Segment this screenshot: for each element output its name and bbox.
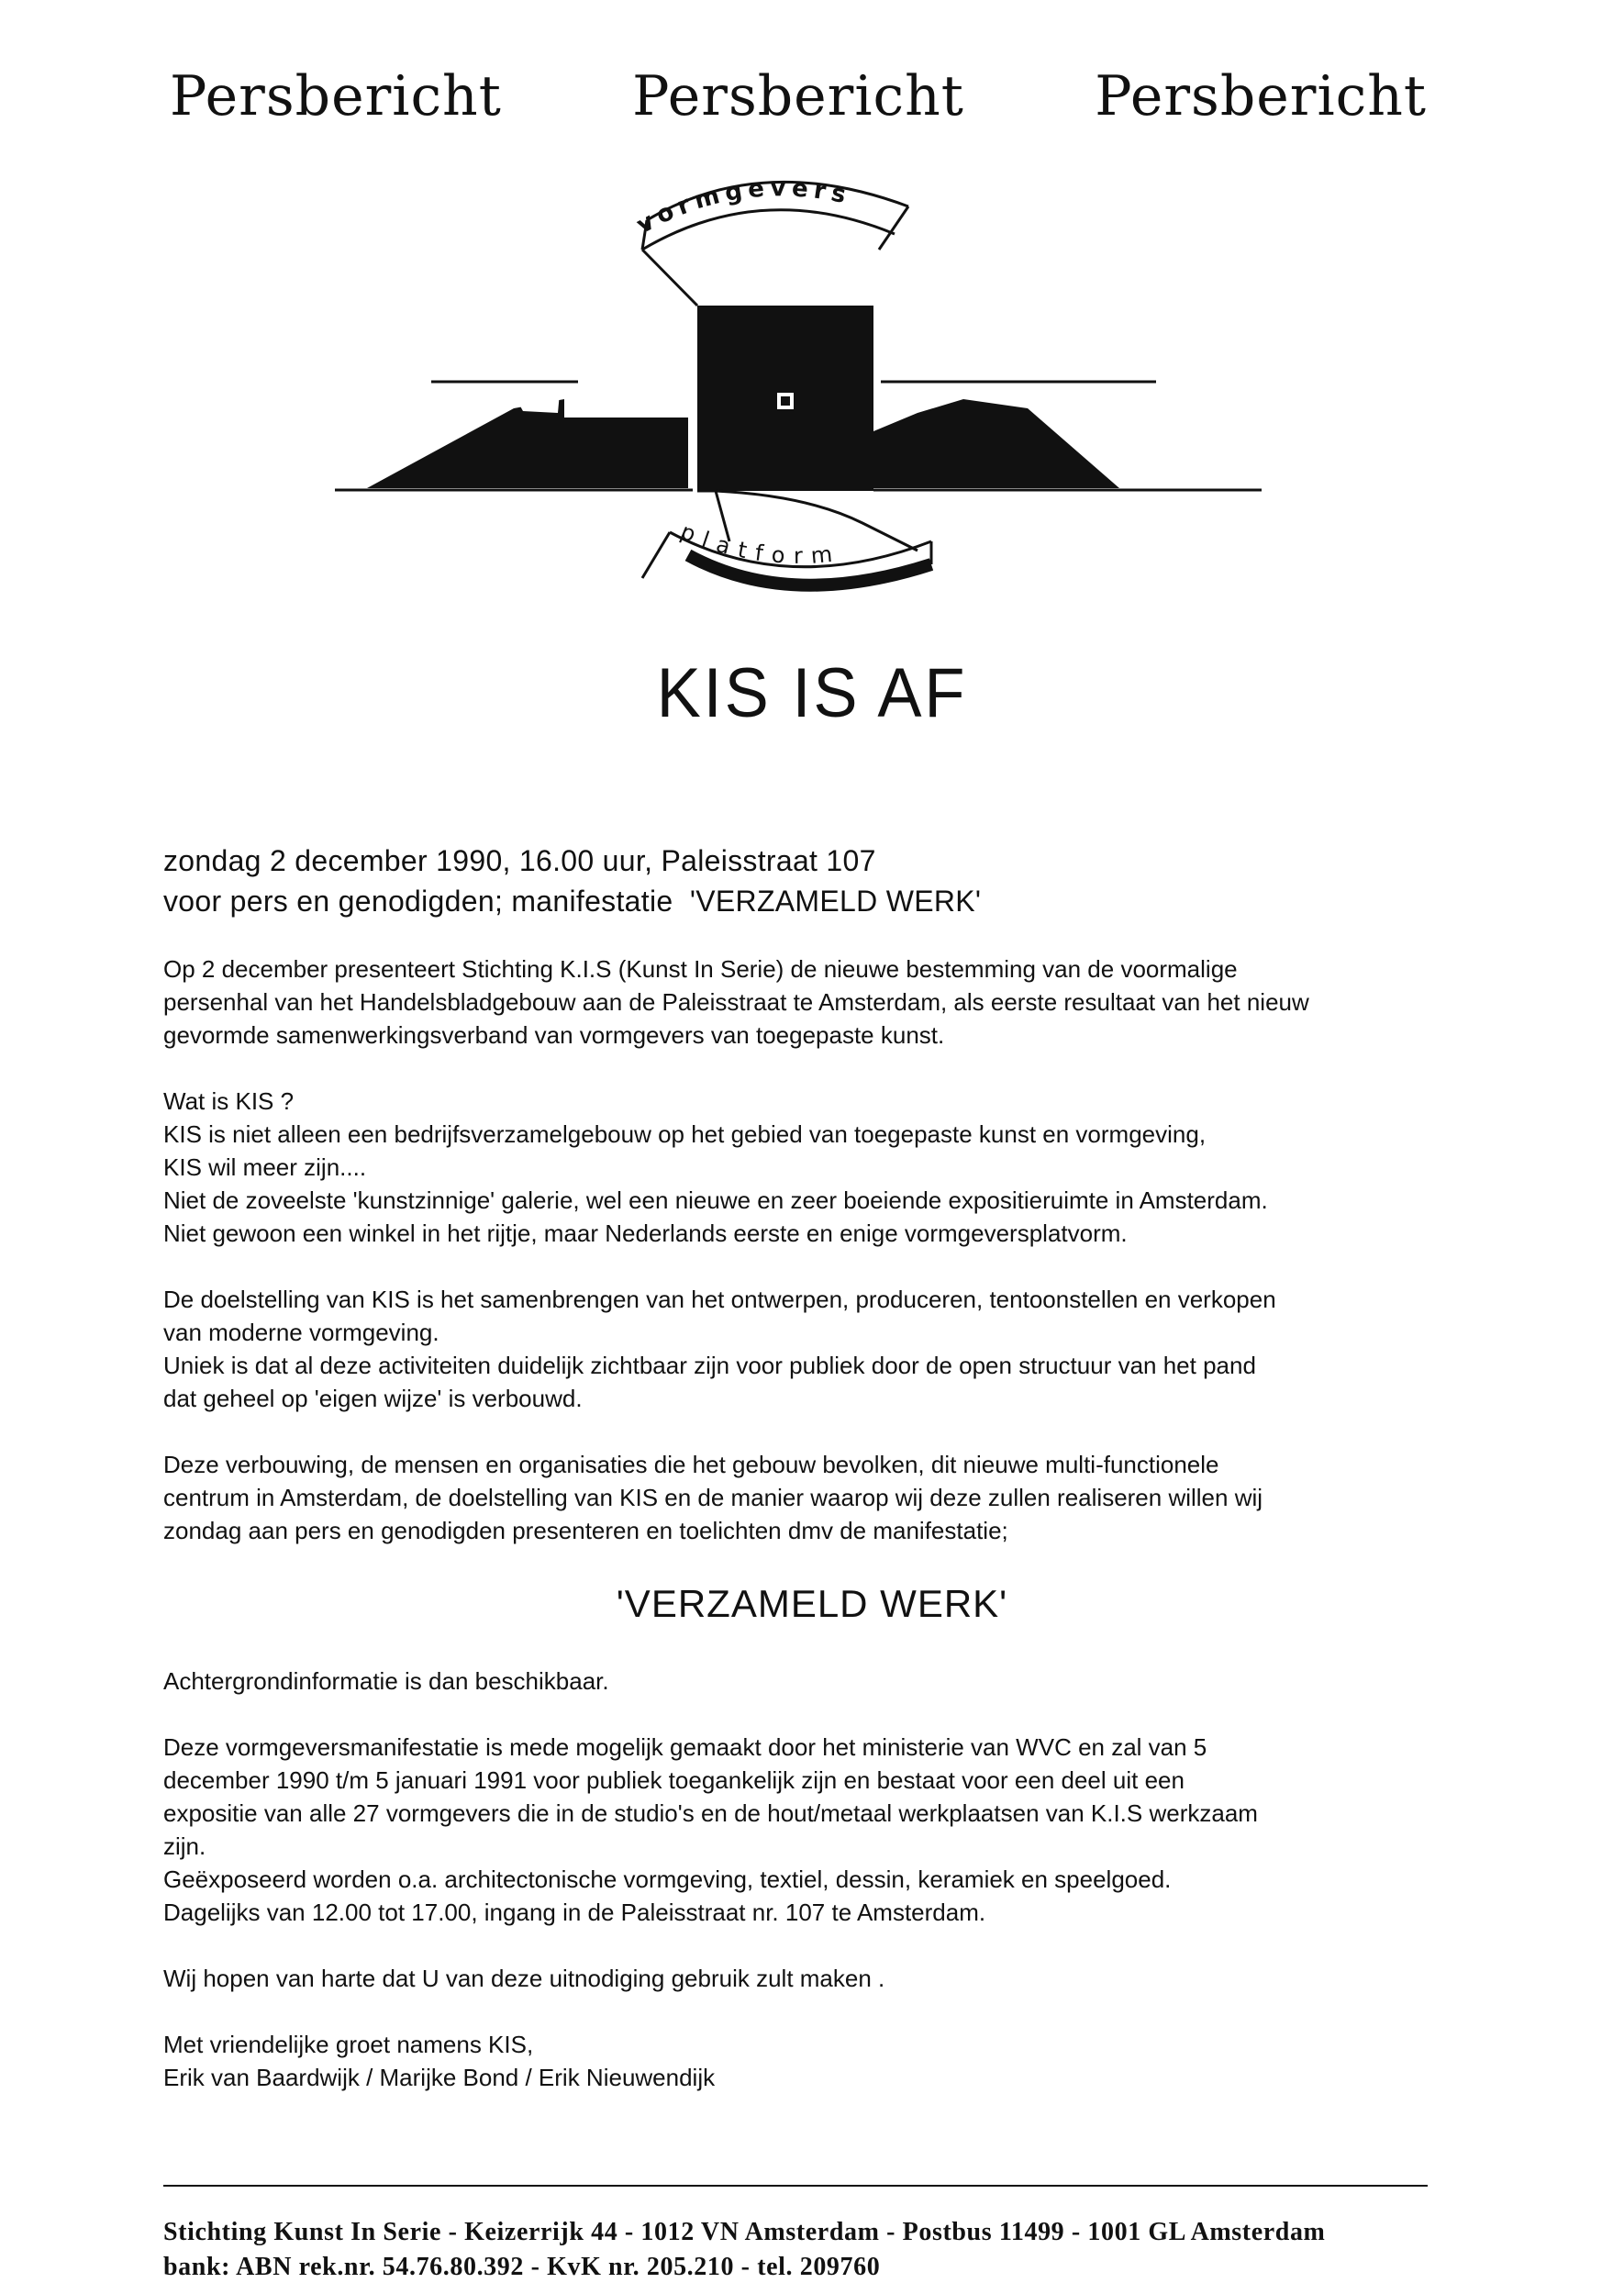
paragraph [163, 1283, 1429, 1415]
event-line: voor pers en genodigden; manifestatie 'VERZAMELD WERK' [163, 885, 982, 918]
paragraph-line: december 1990 t/m 5 januari 1991 voor publiek toegankelijk zijn en bestaat voor een deel uit een [163, 1766, 1185, 1794]
event-info [163, 841, 981, 921]
paragraph-line: persenhal van het Handelsbladgebouw aan de Paleisstraat te Amsterdam, als eerste resultaat van het nieuw [163, 988, 1309, 1016]
paragraph-line: KIS is niet alleen een bedrijfsverzamelgebouw op het gebied van toegepaste kunst en vormgeving, [163, 1120, 1207, 1148]
event-line: zondag 2 december 1990, 16.00 uur, Paleisstraat 107 [163, 844, 876, 877]
paragraph [163, 1665, 1429, 1698]
logo-top-text: vormgevers [632, 174, 854, 239]
paragraph-line: dat geheel op 'eigen wijze' is verbouwd. [163, 1385, 583, 1412]
paragraph [163, 952, 1429, 1052]
paragraph-line: Erik van Baardwijk / Marijke Bond / Erik Nieuwendijk [163, 2064, 716, 2091]
header-word: Persbericht [1095, 64, 1427, 128]
paragraph [163, 1085, 1429, 1250]
paragraph-line: expositie van alle 27 vormgevers die in de studio's en de hout/metaal werkplaatsen van K.I.S werkzaam [163, 1799, 1258, 1827]
header-word: Persbericht [632, 64, 964, 128]
paragraph [163, 1731, 1429, 1929]
paragraph-line: Niet gewoon een winkel in het rijtje, maar Nederlands eerste en enige vormgeversplatvorm. [163, 1219, 1128, 1247]
body-text [163, 952, 1429, 2127]
paragraph [163, 2028, 1429, 2094]
paragraph-line: centrum in Amsterdam, de doelstelling van KIS en de manier waarop wij deze zullen realiseren willen wij [163, 1484, 1263, 1511]
paragraph [163, 1962, 1429, 1995]
header [170, 64, 1427, 128]
footer [163, 2215, 1325, 2285]
document-title: KIS IS AF [656, 654, 968, 732]
paragraph-line: Geëxposeerd worden o.a. architectonische vormgeving, textiel, dessin, keramiek en speelgoed. [163, 1865, 1172, 1893]
paragraph-line: Niet de zoveelste 'kunstzinnige' galerie, wel een nieuwe en zeer boeiende expositieruimte in Amsterdam. [163, 1186, 1268, 1214]
logo-bottom-text: platform [676, 518, 843, 569]
paragraph-group-2 [163, 1665, 1429, 2094]
paragraph-line: Op 2 december presenteert Stichting K.I.S (Kunst In Serie) de nieuwe bestemming van de voormalige [163, 955, 1238, 983]
kis-logo [330, 147, 1266, 624]
paragraph-line: Achtergrondinformatie is dan beschikbaar. [163, 1667, 609, 1695]
section-title: 'VERZAMELD WERK' [616, 1582, 1008, 1625]
paragraph-line: KIS wil meer zijn.... [163, 1153, 367, 1181]
footer-line: bank: ABN rek.nr. 54.76.80.392 - KvK nr. 205.210 - tel. 209760 [163, 2253, 881, 2281]
paragraph-line: van moderne vormgeving. [163, 1319, 439, 1346]
paragraph-line: Wat is KIS ? [163, 1087, 295, 1115]
paragraph-group-1 [163, 952, 1429, 1547]
svg-text:vormgevers [632, 174, 853, 239]
paragraph-line: Deze verbouwing, de mensen en organisaties die het gebouw bevolken, dit nieuwe multi-functionele [163, 1451, 1219, 1478]
paragraph-line: Wij hopen van harte dat U van deze uitnodiging gebruik zult maken . [163, 1965, 885, 1992]
paragraph-line: De doelstelling van KIS is het samenbrengen van het ontwerpen, produceren, tentoonstellen en verkopen [163, 1286, 1276, 1313]
paragraph-line: zondag aan pers en genodigden presenteren en toelichten dmv de manifestatie; [163, 1517, 1008, 1544]
paragraph-line: Dagelijks van 12.00 tot 17.00, ingang in de Paleisstraat nr. 107 te Amsterdam. [163, 1899, 986, 1926]
paragraph-line: gevormde samenwerkingsverband van vormgevers van toegepaste kunst. [163, 1021, 945, 1049]
paragraph-line: zijn. [163, 1832, 206, 1860]
paragraph [163, 1448, 1429, 1547]
paragraph-line: Uniek is dat al deze activiteiten duidelijk zichtbaar zijn voor publiek door de open structuur van het pand [163, 1352, 1256, 1379]
paragraph-line: Deze vormgeversmanifestatie is mede mogelijk gemaakt door het ministerie van WVC en zal van 5 [163, 1733, 1207, 1761]
header-word: Persbericht [170, 64, 502, 128]
footer-line: Stichting Kunst In Serie - Keizerrijk 44 - 1012 VN Amsterdam - Postbus 11499 - 1001 GL Amsterdam [163, 2218, 1326, 2246]
paragraph-line: Met vriendelijke groet namens KIS, [163, 2031, 534, 2058]
footer-divider [163, 2185, 1428, 2187]
